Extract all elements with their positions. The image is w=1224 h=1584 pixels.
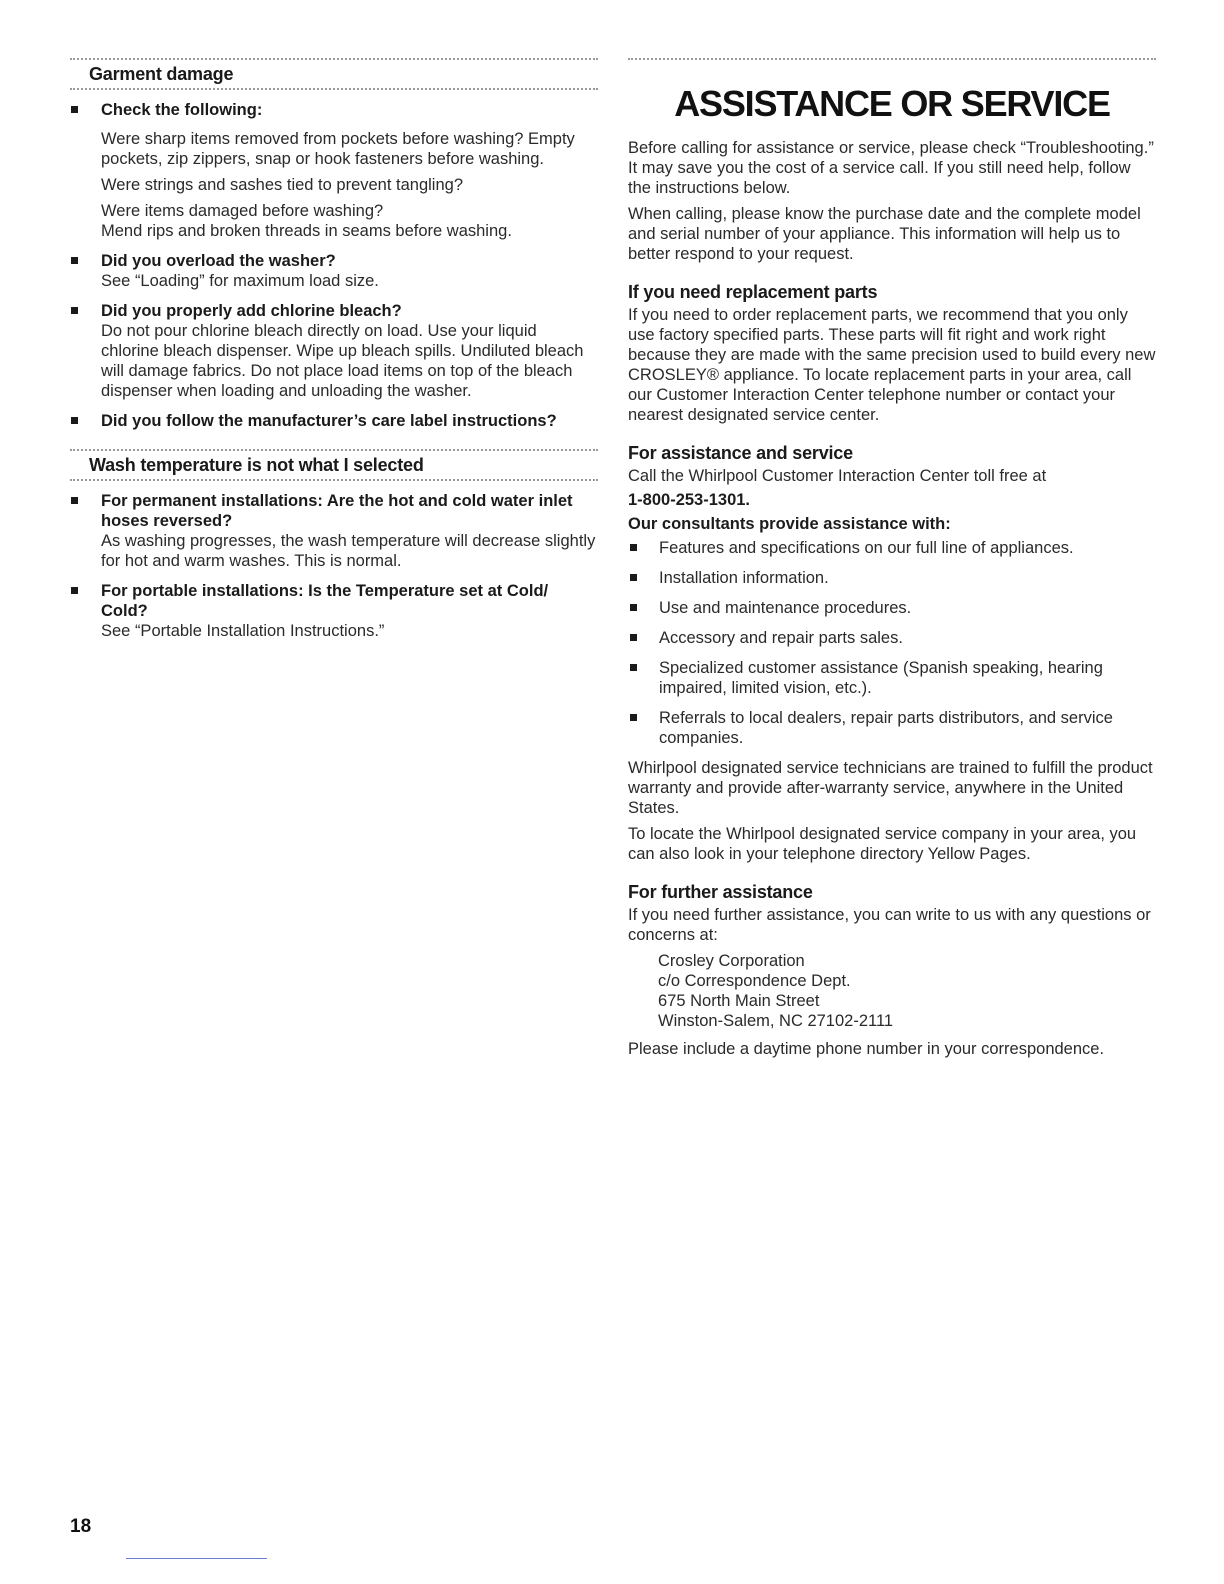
mailing-address xyxy=(658,951,1156,1031)
list-item: Installation information. xyxy=(628,568,1156,588)
answer: As washing progresses, the wash temperature will decrease slightly for hot and warm washes. This is normal. xyxy=(101,532,596,570)
question: For permanent installations: Are the hot and cold water inlet hoses reversed? xyxy=(101,492,573,530)
list-item: Features and specifications on our full line of appliances. xyxy=(628,538,1156,558)
closing-paragraph: Please include a daytime phone number in your correspondence. xyxy=(628,1040,1105,1058)
question: Did you properly add chlorine bleach? xyxy=(101,302,402,320)
answer: Were strings and sashes tied to prevent tangling? xyxy=(101,176,463,194)
list-item: Specialized customer assistance (Spanish speaking, hearing impaired, limited vision, etc.). xyxy=(628,658,1156,698)
list-item xyxy=(70,491,598,571)
phone-number: 1-800-253-1301. xyxy=(628,491,751,509)
consultants-heading: Our consultants provide assistance with: xyxy=(628,515,951,533)
yellow-pages-paragraph: To locate the Whirlpool designated service company in your area, you can also look in your telephone directory Yellow Pages. xyxy=(628,825,1137,863)
right-column xyxy=(628,58,1156,1065)
further-assistance-heading: For further assistance xyxy=(628,882,813,902)
replacement-parts-body: If you need to order replacement parts, we recommend that you only use factory specified parts. These parts will fit right and work right because they are made with the same precision used to build every new CROSLEY® appliance. To locate replacement parts in your area, call our Customer Interaction Center telephone number or contact your nearest designated service center. xyxy=(628,306,1156,424)
consultants-list xyxy=(628,538,1156,748)
left-column xyxy=(70,58,598,651)
garment-damage-heading xyxy=(70,60,598,88)
intro-paragraph: Before calling for assistance or service, please check “Troubleshooting.” It may save you the cost of a service call. If you still need help, follow the instructions below. xyxy=(628,139,1154,197)
answer: Were items damaged before washing? Mend rips and broken threads in seams before washing. xyxy=(101,202,512,240)
question: Check the following: xyxy=(101,101,263,119)
garment-damage-title: Garment damage xyxy=(89,64,234,84)
address-line: Crosley Corporation xyxy=(658,952,805,970)
technicians-paragraph: Whirlpool designated service technicians are trained to fulfill the product warranty and provide after-warranty service, anywhere in the United States. xyxy=(628,759,1153,817)
wash-temperature-title: Wash temperature is not what I selected xyxy=(89,455,424,475)
list-item xyxy=(70,581,598,641)
divider xyxy=(70,479,598,481)
further-assistance-body: If you need further assistance, you can write to us with any questions or concerns at: xyxy=(628,906,1151,944)
list-item: Use and maintenance procedures. xyxy=(628,598,1156,618)
list-item xyxy=(70,411,598,431)
wash-temperature-heading xyxy=(70,451,598,479)
page-number: 18 xyxy=(70,1516,92,1537)
list-item xyxy=(70,100,598,241)
address-line: c/o Correspondence Dept. xyxy=(658,972,851,990)
question: Did you overload the washer? xyxy=(101,252,336,270)
replacement-parts-heading: If you need replacement parts xyxy=(628,282,878,302)
page-title: ASSISTANCE OR SERVICE xyxy=(674,83,1110,124)
footer-line xyxy=(126,1558,267,1559)
address-line: 675 North Main Street xyxy=(658,992,820,1010)
wash-temperature-list xyxy=(70,491,598,641)
intro-paragraph: When calling, please know the purchase date and the complete model and serial number of your appliance. This information will help us to better respond to your request. xyxy=(628,205,1141,263)
question: For portable installations: Is the Temperature set at Cold/ Cold? xyxy=(101,582,549,620)
question: Did you follow the manufacturer’s care label instructions? xyxy=(101,412,557,430)
address-line: Winston-Salem, NC 27102-2111 xyxy=(658,1012,894,1030)
assistance-service-body: Call the Whirlpool Customer Interaction Center toll free at xyxy=(628,467,1047,485)
list-item: Referrals to local dealers, repair parts distributors, and service companies. xyxy=(628,708,1156,748)
list-item: Accessory and repair parts sales. xyxy=(628,628,1156,648)
answer: Were sharp items removed from pockets before washing? Empty pockets, zip zippers, snap or hook fasteners before washing. xyxy=(101,130,575,168)
assistance-service-heading: For assistance and service xyxy=(628,443,853,463)
divider xyxy=(628,58,1156,60)
answer: See “Loading” for maximum load size. xyxy=(101,272,379,290)
divider xyxy=(70,88,598,90)
answer: Do not pour chlorine bleach directly on load. Use your liquid chlorine bleach dispenser. Wipe up bleach spills. Undiluted bleach will damage fabrics. Do not place load items on top of the bleach dispenser when loading and unloading the washer. xyxy=(101,322,584,400)
answer: See “Portable Installation Instructions.” xyxy=(101,622,385,640)
list-item xyxy=(70,301,598,401)
garment-damage-list xyxy=(70,100,598,431)
list-item xyxy=(70,251,598,291)
